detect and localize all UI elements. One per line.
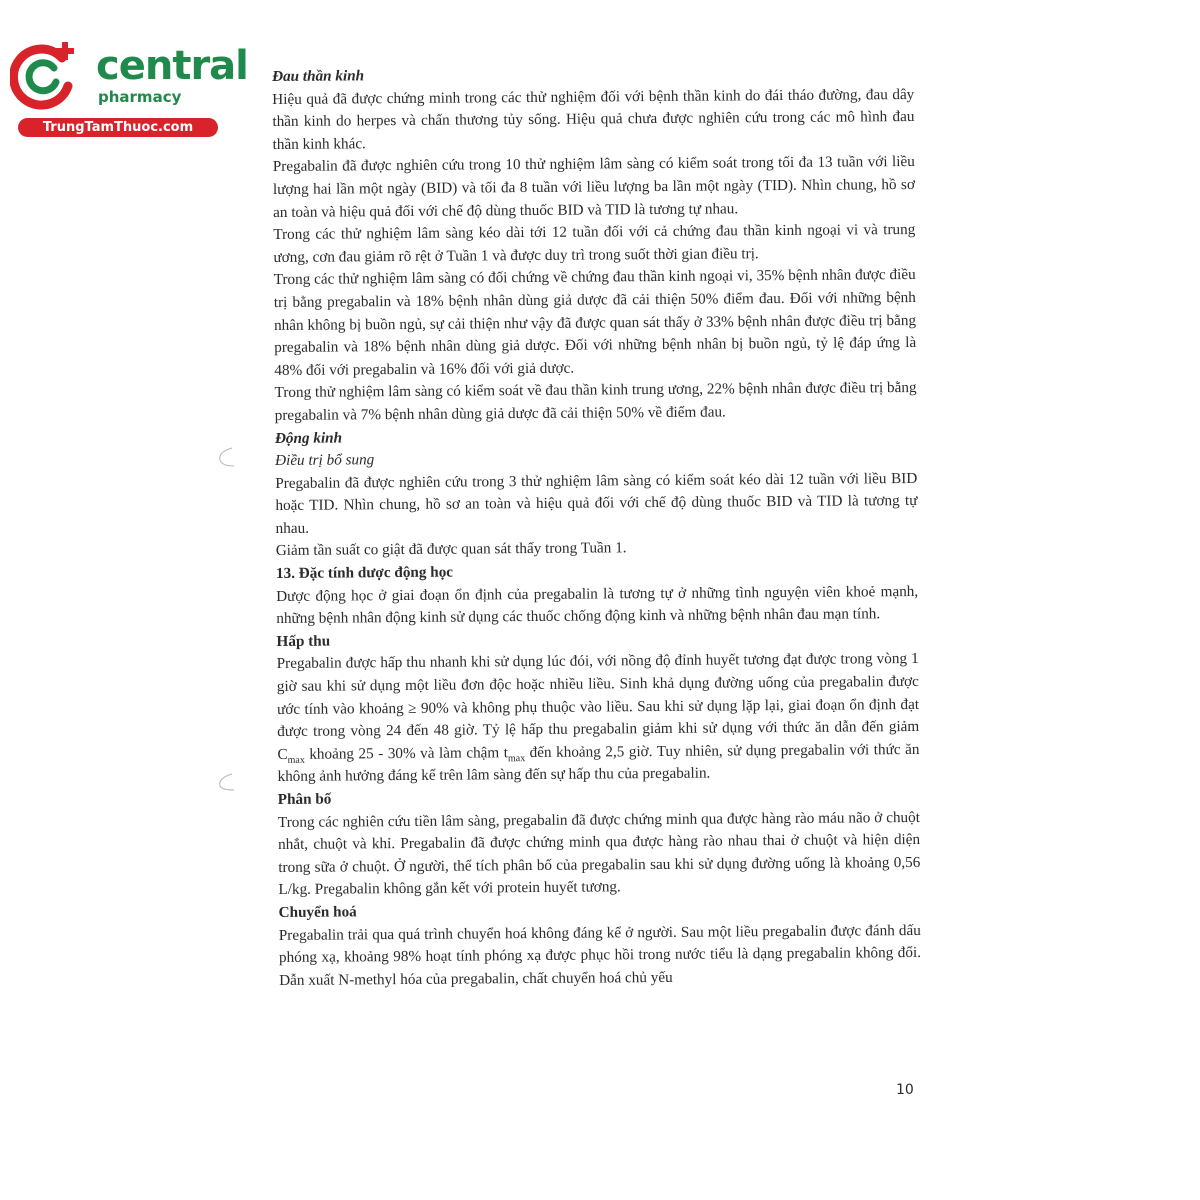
paragraph: Trong các thử nghiệm lâm sàng có đối chứng về chứng đau thần kinh ngoại vi, 35% bệnh nhân được điều trị bằng pregabalin và 18% bệnh nhân dùng giả dược đã cải thiện 50% điểm đau. Đối với những bệnh nhân không bị buồn ngủ, sự cải thiện như vậy đã được quan sát thấy ở 33% bệnh nhân được điều trị bằng pregabalin và 18% bệnh nhân dùng giả dược. Đối với những bệnh nhân bị buồn ngủ, tỷ lệ đáp ứng là 48% đối với pregabalin và 16% đối với giả dược. xyxy=(273,266,917,379)
document-body xyxy=(272,61,921,992)
paragraph: Pregabalin đã được nghiên cứu trong 10 thử nghiệm lâm sàng có kiểm soát trong tối đa 13 tuần với liều lượng hai lần một ngày (BID) và tối đa 8 tuần với liều lượng ba lần một ngày (TID). Nhìn chung, hồ sơ an toàn và hiệu quả đối với chế độ dùng thuốc BID và TID là tương tự nhau. xyxy=(272,153,916,221)
paragraph: Giảm tần suất co giật đã được quan sát thấy trong Tuần 1. xyxy=(275,539,627,560)
subheading-adjunct-therapy: Điều trị bổ sung xyxy=(275,451,375,470)
logo-name: central xyxy=(96,43,248,89)
punch-hole-mark xyxy=(214,446,238,470)
text-run: đến khoảng 2,5 giờ. Tuy nhiên, sử dụng pregabalin với thức ăn không ảnh hưởng đáng kể trên lâm sàng đến sự hấp thu của pregabalin. xyxy=(277,740,920,786)
paragraph xyxy=(277,648,920,789)
logo-mark-icon xyxy=(10,38,82,110)
text-run: khoảng 25 - 30% và làm chậm t xyxy=(304,743,508,763)
paragraph: Trong thử nghiệm lâm sàng có kiểm soát về đau thần kinh trung ương, 22% bệnh nhân được điều trị bằng pregabalin và 7% bệnh nhân dùng giả dược đã cải thiện 50% về điểm đau. xyxy=(274,379,917,424)
page-number: 10 xyxy=(896,1082,914,1098)
subscript: max xyxy=(507,752,526,765)
paragraph: Dược động học ở giai đoạn ổn định của pregabalin là tương tự ở những tình nguyện viên khoẻ mạnh, những bệnh nhân động kinh sử dụng các thuốc chống động kinh và những bệnh nhân đau mạn tính. xyxy=(276,582,919,628)
paragraph: Hiệu quả đã được chứng minh trong các thử nghiệm đối với bệnh thần kinh do đái tháo đường, đau dây thần kinh do herpes và chấn thương tủy sống. Hiệu quả chưa được nghiên cứu trong các mô hình đau thần kinh khác. xyxy=(272,85,915,153)
logo-subtitle: pharmacy xyxy=(98,88,182,106)
paragraph: Pregabalin đã được nghiên cứu trong 3 thử nghiệm lâm sàng có kiểm soát kéo dài 12 tuần với liều BID hoặc TID. Nhìn chung, hồ sơ an toàn và hiệu quả đối với chế độ dùng thuốc BID và TID là tương tự nhau. xyxy=(275,469,918,537)
subscript: max xyxy=(287,754,305,766)
section-heading-pharmacokinetics: 13. Đặc tính dược động học xyxy=(275,563,454,583)
section-heading-absorption: Hấp thu xyxy=(276,632,331,650)
section-heading-metabolism: Chuyển hoá xyxy=(278,903,357,921)
text-run: Pregabalin được hấp thu nhanh khi sử dụng lúc đói, với nồng độ đỉnh huyết tương đạt được trong vòng 1 giờ sau khi sử dụng một liều đơn độc hoặc nhiều liều. Sinh khả dụng đường uống của pregabalin được ước tính vào khoảng ≥ 90% và không phụ thuộc vào liều. Sau khi sử dụng lặp lại, giai đoạn ổn định đạt được trong vòng 24 đến 48 giờ. Tỷ lệ hấp thu pregabalin giảm khi sử dụng với thức ăn dẫn đến giảm C xyxy=(276,650,920,763)
logo-url-badge: TrungTamThuoc.com xyxy=(18,118,218,137)
section-heading-neuropathic-pain: Đau thần kinh xyxy=(272,67,365,85)
section-heading-epilepsy: Động kinh xyxy=(274,428,343,447)
punch-hole-mark xyxy=(214,772,238,796)
pharmacy-logo xyxy=(10,38,248,138)
paragraph: Trong các nghiên cứu tiền lâm sàng, pregabalin đã được chứng minh qua được hàng rào máu não ở chuột nhắt, chuột và khỉ. Pregabalin đã được chứng minh qua được hàng rào nhau thai ở chuột và hiện diện trong sữa ở chuột. Ở người, thể tích phân bố của pregabalin sau khi sử dụng đường uống là khoảng 0,56 L/kg. Pregabalin không gắn kết với protein huyết tương. xyxy=(277,808,921,899)
section-heading-distribution: Phân bố xyxy=(277,790,332,808)
paragraph: Trong các thử nghiệm lâm sàng kéo dài tới 12 tuần đối với cả chứng đau thần kinh ngoại vi và trung ương, cơn đau giảm rõ rệt ở Tuần 1 và được duy trì trong suốt thời gian điều trị. xyxy=(273,221,916,266)
paragraph: Pregabalin trải qua quá trình chuyển hoá không đáng kể ở người. Sau một liều pregabalin được đánh dấu phóng xạ, khoảng 98% hoạt tính phóng xạ được phục hồi trong nước tiểu là dạng pregabalin không đổi. Dẫn xuất N-methyl hóa của pregabalin, chất chuyển hoá chủ yếu xyxy=(278,921,922,989)
